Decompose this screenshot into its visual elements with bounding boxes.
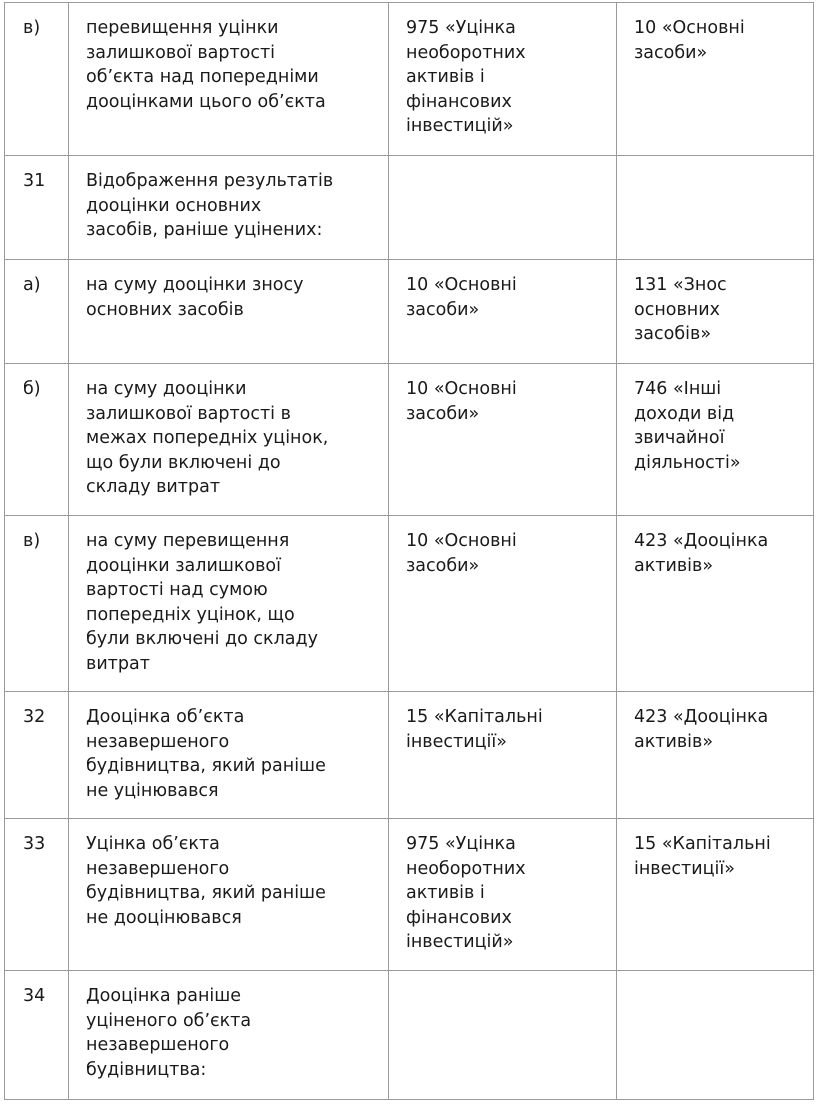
- debit-line: фінансових: [406, 91, 512, 112]
- debit-line: необоротних: [406, 42, 526, 63]
- entry-number: в): [23, 18, 41, 38]
- debit-line: 10 «Основні: [406, 379, 517, 399]
- entry-number-cell: [5, 692, 69, 819]
- description-cell: [69, 516, 389, 692]
- description-line: на суму дооцінки зносу: [86, 275, 304, 295]
- credit-account-cell: [617, 364, 814, 516]
- debit-line: фінансових: [406, 907, 512, 928]
- description-line: перевищення уцінки: [86, 18, 279, 38]
- description-line: дооцінками цього об’єкта: [86, 91, 326, 112]
- table-row: [5, 819, 814, 971]
- accounting-entries-body: [5, 3, 814, 1100]
- entry-number-cell: [5, 819, 69, 971]
- entry-number: 32: [23, 707, 46, 727]
- description-line: на суму дооцінки: [86, 379, 247, 399]
- debit-line: активів і: [406, 883, 485, 903]
- entry-number: 34: [23, 986, 46, 1006]
- description-cell: [69, 692, 389, 819]
- credit-account-cell: [617, 156, 814, 260]
- table-row: [5, 971, 814, 1100]
- debit-account-cell: [389, 971, 617, 1100]
- description-line: об’єкта над попередніми: [86, 67, 319, 87]
- description-line: вартості над сумою: [86, 580, 268, 600]
- credit-line: активів»: [634, 731, 714, 752]
- credit-line: звичайної: [634, 428, 725, 448]
- debit-account-cell: [389, 692, 617, 819]
- credit-account-cell: [617, 692, 814, 819]
- entry-number-cell: [5, 3, 69, 156]
- description-line: дооцінки залишкової: [86, 555, 281, 576]
- debit-line: 975 «Уцінка: [406, 18, 516, 38]
- debit-line: інвестицій»: [406, 932, 514, 952]
- description-cell: [69, 3, 389, 156]
- entry-number: а): [23, 275, 41, 295]
- entry-number: б): [23, 379, 41, 399]
- entry-number-cell: [5, 516, 69, 692]
- entry-number: 31: [23, 171, 46, 191]
- credit-line: доходи від: [634, 403, 735, 424]
- table-row: [5, 364, 814, 516]
- credit-account-cell: [617, 971, 814, 1100]
- credit-line: засоби»: [634, 42, 708, 63]
- entry-number-cell: [5, 156, 69, 260]
- debit-line: 10 «Основні: [406, 275, 517, 295]
- description-cell: [69, 156, 389, 260]
- description-line: основних засобів: [86, 299, 244, 320]
- credit-account-cell: [617, 3, 814, 156]
- credit-line: 423 «Дооцінка: [634, 707, 769, 727]
- description-line: залишкової вартості в: [86, 403, 291, 424]
- description-line: будівництва, який раніше: [86, 756, 326, 776]
- table-row: [5, 3, 814, 156]
- debit-account-cell: [389, 156, 617, 260]
- debit-line: засоби»: [406, 299, 480, 320]
- debit-line: засоби»: [406, 555, 480, 576]
- description-cell: [69, 819, 389, 971]
- table-row: [5, 692, 814, 819]
- description-line: були включені до складу: [86, 629, 318, 649]
- debit-account-cell: [389, 3, 617, 156]
- credit-line: інвестиції»: [634, 858, 735, 879]
- debit-account-cell: [389, 819, 617, 971]
- description-line: межах попередніх уцінок,: [86, 428, 329, 448]
- description-line: засобів, раніше уцінених:: [86, 220, 323, 240]
- debit-line: активів і: [406, 67, 485, 87]
- credit-line: основних: [634, 299, 720, 320]
- entry-number-cell: [5, 971, 69, 1100]
- entry-number: 33: [23, 834, 46, 854]
- credit-account-cell: [617, 260, 814, 364]
- debit-account-cell: [389, 364, 617, 516]
- credit-line: 746 «Інші: [634, 379, 722, 399]
- description-line: складу витрат: [86, 477, 221, 497]
- description-line: незавершеного: [86, 1035, 230, 1055]
- debit-line: 15 «Капітальні: [406, 707, 543, 727]
- table-row: [5, 156, 814, 260]
- credit-account-cell: [617, 819, 814, 971]
- description-line: Відображення результатів: [86, 171, 334, 191]
- credit-line: 131 «Знос: [634, 275, 727, 295]
- description-line: дооцінки основних: [86, 195, 262, 216]
- credit-account-cell: [617, 516, 814, 692]
- entry-number-cell: [5, 364, 69, 516]
- debit-account-cell: [389, 516, 617, 692]
- credit-line: діяльності»: [634, 452, 741, 473]
- description-line: незавершеного: [86, 858, 230, 879]
- debit-line: засоби»: [406, 403, 480, 424]
- credit-line: активів»: [634, 555, 714, 576]
- description-line: попередніх уцінок, що: [86, 604, 295, 625]
- entry-number-cell: [5, 260, 69, 364]
- credit-line: засобів»: [634, 324, 712, 344]
- description-line: не дооцінювався: [86, 907, 242, 928]
- description-line: що були включені до: [86, 452, 281, 473]
- credit-line: 423 «Дооцінка: [634, 531, 769, 551]
- description-line: витрат: [86, 653, 150, 674]
- table-row: [5, 516, 814, 692]
- description-line: залишкової вартості: [86, 42, 276, 63]
- debit-line: інвестиції»: [406, 731, 507, 752]
- debit-account-cell: [389, 260, 617, 364]
- description-line: не уцінювався: [86, 780, 219, 801]
- description-line: будівництва, який раніше: [86, 883, 326, 903]
- description-line: незавершеного: [86, 731, 230, 752]
- description-line: Дооцінка об’єкта: [86, 707, 245, 727]
- credit-line: 10 «Основні: [634, 18, 745, 38]
- description-line: уціненого об’єкта: [86, 1010, 252, 1031]
- description-line: Уцінка об’єкта: [86, 834, 220, 854]
- description-line: будівництва:: [86, 1059, 207, 1080]
- entry-number: в): [23, 531, 41, 551]
- description-line: на суму перевищення: [86, 531, 290, 551]
- description-line: Дооцінка раніше: [86, 986, 242, 1006]
- debit-line: 975 «Уцінка: [406, 834, 516, 854]
- description-cell: [69, 260, 389, 364]
- debit-line: інвестицій»: [406, 116, 514, 136]
- accounting-entries-table: [4, 2, 814, 1100]
- description-cell: [69, 364, 389, 516]
- table-row: [5, 260, 814, 364]
- debit-line: 10 «Основні: [406, 531, 517, 551]
- description-cell: [69, 971, 389, 1100]
- credit-line: 15 «Капітальні: [634, 834, 771, 854]
- debit-line: необоротних: [406, 858, 526, 879]
